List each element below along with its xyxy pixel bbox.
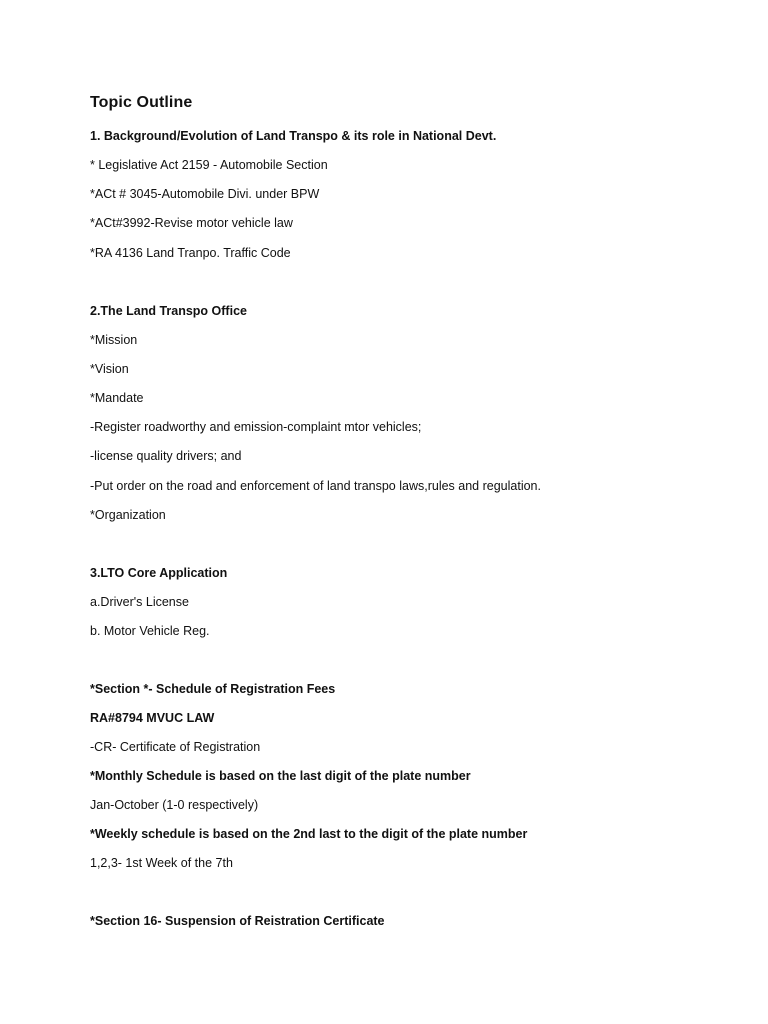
outline-line: *Vision [90,362,129,376]
outline-line: * Legislative Act 2159 - Automobile Section [90,158,328,172]
outline-line: 1,2,3- 1st Week of the 7th [90,856,233,870]
outline-line: 1. Background/Evolution of Land Transpo & its role in National Devt. [90,129,497,143]
outline-line: *ACt#3992-Revise motor vehicle law [90,216,293,230]
outline-line: a.Driver's License [90,595,189,609]
outline-line: *Mission [90,333,138,347]
outline-line: b. Motor Vehicle Reg. [90,624,210,638]
outline-line: *Section *- Schedule of Registration Fees [90,682,336,696]
outline-line: -Register roadworthy and emission-complaint mtor vehicles; [90,420,422,434]
outline-line: -license quality drivers; and [90,449,242,463]
outline-line: -CR- Certificate of Registration [90,740,261,754]
outline-line: *ACt # 3045-Automobile Divi. under BPW [90,187,320,201]
outline-line: RA#8794 MVUC LAW [90,711,215,725]
outline-line: Jan-October (1-0 respectively) [90,798,259,812]
outline-line: 2.The Land Transpo Office [90,304,247,318]
outline-line: -Put order on the road and enforcement of land transpo laws,rules and regulation. [90,479,541,493]
outline-line: *Organization [90,508,166,522]
outline-line: *Monthly Schedule is based on the last digit of the plate number [90,769,471,783]
outline-line: *Weekly schedule is based on the 2nd last to the digit of the plate number [90,827,528,841]
page-title: Topic Outline [90,94,193,111]
outline-line: 3.LTO Core Application [90,566,228,580]
outline-line: *Section 16- Suspension of Reistration Certificate [90,914,385,928]
outline-line: *Mandate [90,391,144,405]
outline-line: *RA 4136 Land Tranpo. Traffic Code [90,246,291,260]
